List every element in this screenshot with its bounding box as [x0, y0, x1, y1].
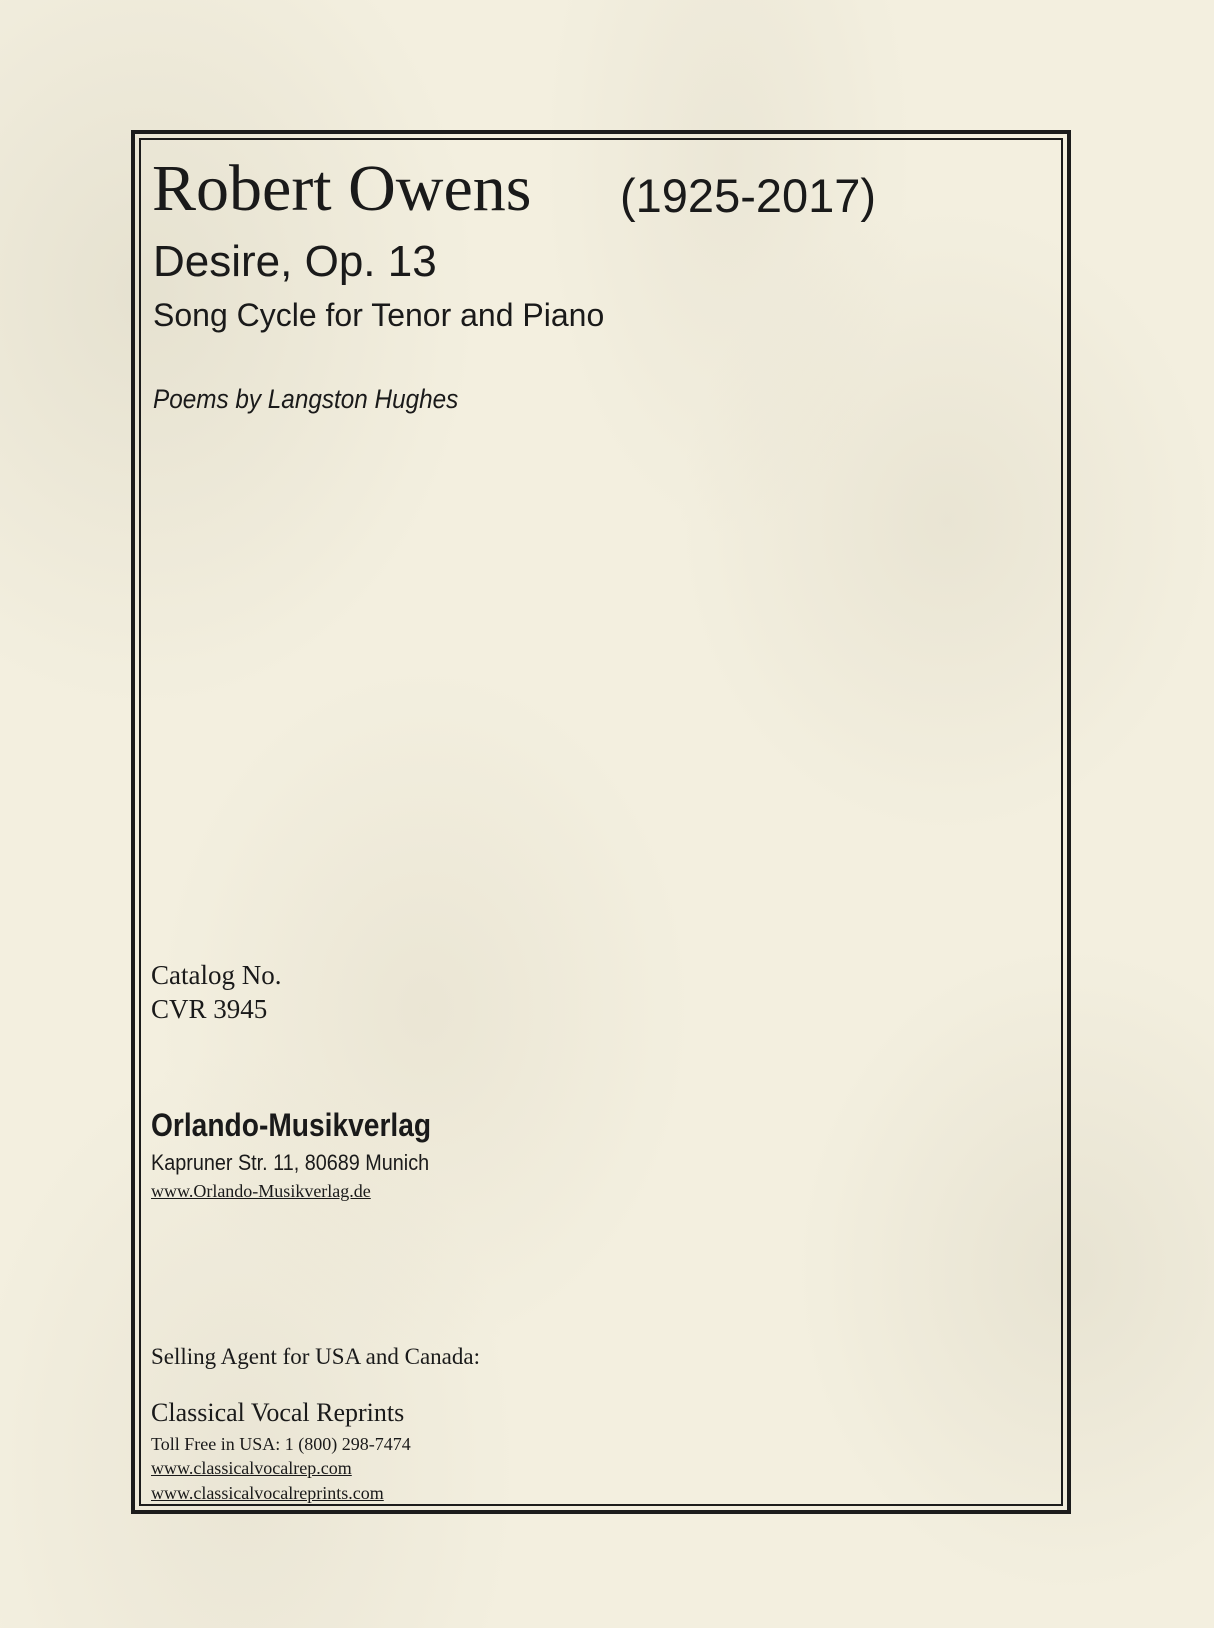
publisher-address: Kapruner Str. 11, 80689 Munich: [151, 1150, 430, 1175]
composer-name: Robert Owens: [152, 152, 532, 225]
composer-dates: (1925-2017): [620, 169, 877, 222]
agent-website-link-2[interactable]: www.classicalvocalreprints.com: [151, 1483, 384, 1503]
work-subtitle: Song Cycle for Tenor and Piano: [153, 297, 605, 333]
publisher-website-link[interactable]: www.Orlando-Musikverlag.de: [151, 1181, 371, 1201]
toll-free-phone: Toll Free in USA: 1 (800) 298-7474: [151, 1434, 411, 1454]
agent-name: Classical Vocal Reprints: [151, 1398, 405, 1427]
catalog-label: Catalog No.: [151, 960, 282, 990]
inner-border-frame: [139, 138, 1063, 1506]
selling-agent-label: Selling Agent for USA and Canada:: [151, 1344, 480, 1369]
work-title: Desire, Op. 13: [153, 237, 437, 286]
publisher-name: Orlando-Musikverlag: [151, 1107, 432, 1143]
poems-credit: Poems by Langston Hughes: [153, 384, 459, 414]
catalog-number: CVR 3945: [151, 994, 268, 1024]
agent-website-link-1[interactable]: www.classicalvocalrep.com: [151, 1458, 352, 1478]
